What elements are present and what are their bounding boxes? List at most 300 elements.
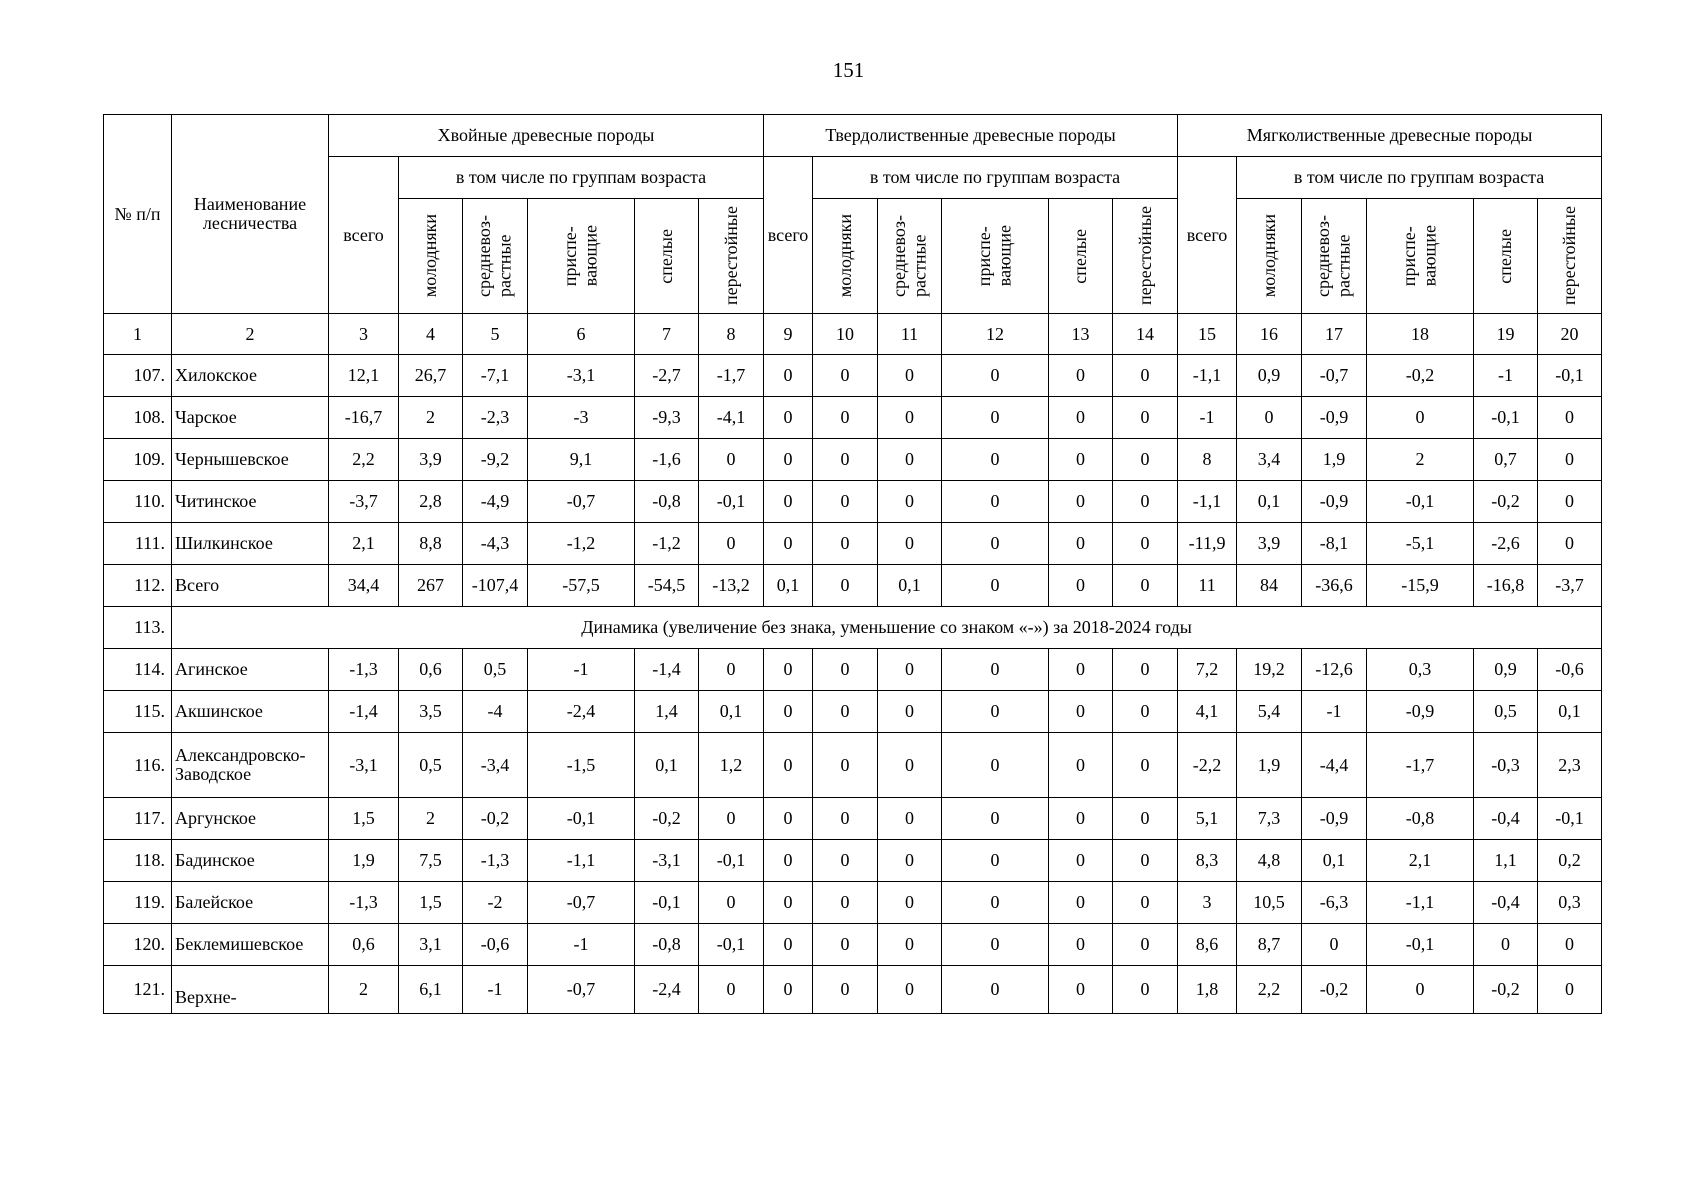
row-number: 121. [104,966,172,1014]
data-cell: -1,1 [1178,355,1237,397]
data-cell: -13,2 [699,565,764,607]
data-cell: 2,8 [399,481,463,523]
age-group-label: приспе- вающие [1399,225,1441,287]
data-cell: -1 [463,966,528,1014]
row-number: 112. [104,565,172,607]
column-number: 5 [463,314,528,355]
column-number: 3 [329,314,399,355]
data-cell: -1 [1178,397,1237,439]
data-cell: -3,1 [329,733,399,798]
column-number: 13 [1049,314,1113,355]
column-number: 18 [1367,314,1474,355]
data-cell: 3,4 [1237,439,1302,481]
data-cell: 0 [1049,523,1113,565]
data-cell: -8,1 [1302,523,1367,565]
data-cell: -4,4 [1302,733,1367,798]
data-cell: 0 [942,523,1049,565]
data-cell: 0 [813,439,878,481]
data-cell: -1 [528,924,635,966]
data-cell: 2 [329,966,399,1014]
data-cell: 0 [1049,798,1113,840]
column-number: 6 [528,314,635,355]
row-number: 118. [104,840,172,882]
data-cell: -1,3 [463,840,528,882]
table-row [104,565,1602,607]
forestry-name: Агинское [172,649,329,691]
data-cell: 0 [942,481,1049,523]
table-row [104,966,1602,1014]
data-cell: 26,7 [399,355,463,397]
row-number: 110. [104,481,172,523]
data-cell: 7,5 [399,840,463,882]
data-cell: 0 [1049,733,1113,798]
data-cell: 0,1 [764,565,813,607]
column-number: 7 [635,314,699,355]
data-cell: -0,1 [1367,924,1474,966]
data-cell: -1,2 [528,523,635,565]
table-row [104,798,1602,840]
data-cell: 2,2 [1237,966,1302,1014]
data-cell: 11 [1178,565,1237,607]
data-cell: 0 [1113,691,1178,733]
age-group-label: молодняки [420,214,441,298]
data-cell: 0 [942,565,1049,607]
data-cell: 0 [813,523,878,565]
data-cell: 0 [1113,798,1178,840]
data-cell: 0,1 [1302,840,1367,882]
data-cell: 5,4 [1237,691,1302,733]
data-cell: -1,6 [635,439,699,481]
data-cell: 0 [1049,439,1113,481]
data-cell: -2 [463,882,528,924]
data-cell: 0 [942,924,1049,966]
header-age-group [1302,199,1367,314]
data-cell: 0,7 [1474,439,1538,481]
forestry-name: Всего [172,565,329,607]
data-cell: 0 [813,691,878,733]
data-cell: -0,7 [528,966,635,1014]
data-cell: 0 [813,397,878,439]
data-cell: -4,9 [463,481,528,523]
row-number: 111. [104,523,172,565]
data-cell: 0 [878,355,942,397]
age-group-label: средневоз- растные [1313,214,1355,297]
header-age-groups: в том числе по группам возраста [399,157,764,199]
column-number: 10 [813,314,878,355]
data-cell: -3,1 [528,355,635,397]
data-cell: -0,1 [1474,397,1538,439]
header-age-group [635,199,699,314]
data-cell: 8,8 [399,523,463,565]
data-cell: 0 [1113,840,1178,882]
data-cell: 0,1 [699,691,764,733]
data-cell: 1,5 [329,798,399,840]
data-cell: 0 [942,840,1049,882]
table-row [104,481,1602,523]
data-cell: 0 [1049,397,1113,439]
column-number: 17 [1302,314,1367,355]
column-number: 14 [1113,314,1178,355]
data-cell: 0 [1049,565,1113,607]
data-cell: 10,5 [1237,882,1302,924]
data-cell: 0 [1538,523,1602,565]
data-cell: -0,3 [1474,733,1538,798]
data-cell: 0,5 [463,649,528,691]
section-title: Динамика (увеличение без знака, уменьшение со знаком «-») за 2018-2024 годы [172,607,1602,649]
table-row [104,924,1602,966]
data-cell: 0 [942,355,1049,397]
data-cell: 0 [1538,924,1602,966]
data-cell: -0,7 [1302,355,1367,397]
data-cell: 0 [1113,924,1178,966]
forest-dynamics-table [103,114,1602,1014]
data-cell: -36,6 [1302,565,1367,607]
data-cell: 3,9 [1237,523,1302,565]
row-number: 113. [104,607,172,649]
data-cell: 0 [813,798,878,840]
data-cell: -0,7 [528,481,635,523]
row-number: 116. [104,733,172,798]
data-cell: 2,1 [1367,840,1474,882]
data-cell: 1,9 [1237,733,1302,798]
header-name: Наименование лесничества [172,115,329,314]
column-number: 2 [172,314,329,355]
table-row [104,649,1602,691]
data-cell: -6,3 [1302,882,1367,924]
forestry-name: Чарское [172,397,329,439]
column-number: 12 [942,314,1049,355]
header-age-group [463,199,528,314]
data-cell: 0,9 [1237,355,1302,397]
data-cell: 0 [1113,733,1178,798]
age-group-label: спелые [1070,228,1091,284]
data-cell: 0 [1049,924,1113,966]
data-cell: -0,2 [635,798,699,840]
data-cell: 0,5 [399,733,463,798]
header-no: № п/п [104,115,172,314]
data-cell: -4 [463,691,528,733]
data-cell: 0,6 [329,924,399,966]
header-age-group [1237,199,1302,314]
age-group-label: средневоз- растные [888,214,930,297]
data-cell: -0,4 [1474,882,1538,924]
age-group-label: перестойные [1559,206,1580,306]
age-group-label: спелые [1495,228,1516,284]
data-cell: 0 [1367,966,1474,1014]
data-cell: 1,1 [1474,840,1538,882]
data-cell: -0,1 [1367,481,1474,523]
data-cell: -0,9 [1367,691,1474,733]
row-number: 115. [104,691,172,733]
table-row [104,355,1602,397]
data-cell: 0 [878,481,942,523]
data-cell: -1,4 [635,649,699,691]
data-cell: -2,6 [1474,523,1538,565]
data-cell: -2,4 [635,966,699,1014]
data-cell: 0,2 [1538,840,1602,882]
header-age-group [1049,199,1113,314]
forestry-name: Бадинское [172,840,329,882]
data-cell: 0 [878,798,942,840]
data-cell: 0 [942,882,1049,924]
data-cell: 0 [764,733,813,798]
header-age-group [1367,199,1474,314]
data-cell: 0 [699,966,764,1014]
data-cell: 3,5 [399,691,463,733]
data-cell: 0 [699,882,764,924]
data-cell: -12,6 [1302,649,1367,691]
forestry-name: Аргунское [172,798,329,840]
data-cell: 3 [1178,882,1237,924]
header-total: всего [329,157,399,314]
data-cell: -0,1 [699,840,764,882]
data-cell: 0 [1538,397,1602,439]
column-number: 16 [1237,314,1302,355]
data-cell: 0 [764,924,813,966]
data-cell: 0 [1237,397,1302,439]
data-cell: -0,9 [1302,397,1367,439]
forestry-name: Шилкинское [172,523,329,565]
data-cell: 0 [878,840,942,882]
data-cell: 0,1 [878,565,942,607]
row-number: 107. [104,355,172,397]
data-cell: 2,2 [329,439,399,481]
data-cell: 0,3 [1367,649,1474,691]
data-cell: 0 [1049,966,1113,1014]
forestry-name: Александровско-Заводское [172,733,329,798]
data-cell: 7,3 [1237,798,1302,840]
data-cell: 0 [764,439,813,481]
data-cell: 0 [813,840,878,882]
data-cell: 0 [764,481,813,523]
data-cell: 0 [878,523,942,565]
data-cell: 0 [1113,882,1178,924]
data-cell: -0,1 [635,882,699,924]
data-cell: -4,1 [699,397,764,439]
data-cell: 4,8 [1237,840,1302,882]
header-softwood: Мягколиственные древесные породы [1178,115,1602,157]
row-number: 109. [104,439,172,481]
data-cell: 0,1 [1538,691,1602,733]
data-cell: 0 [878,397,942,439]
data-cell: -16,8 [1474,565,1538,607]
data-cell: -1 [1474,355,1538,397]
data-cell: -0,2 [1302,966,1367,1014]
data-cell: 0 [1049,355,1113,397]
page-number: 151 [832,58,865,82]
header-age-group [1538,199,1602,314]
data-cell: 0 [1367,397,1474,439]
forestry-name: Беклемишевское [172,924,329,966]
data-cell: 3,1 [399,924,463,966]
header-hardwood: Твердолиственные древесные породы [764,115,1178,157]
data-cell: -7,1 [463,355,528,397]
data-cell: -2,3 [463,397,528,439]
data-cell: 2 [399,397,463,439]
data-cell: -0,1 [1538,798,1602,840]
header-age-group [1113,199,1178,314]
data-cell: 0 [878,691,942,733]
data-cell: 0 [1538,966,1602,1014]
forestry-name: Чернышевское [172,439,329,481]
data-cell: -3,7 [1538,565,1602,607]
data-cell: -107,4 [463,565,528,607]
header-age-group [878,199,942,314]
data-cell: 0 [1113,397,1178,439]
header-total: всего [764,157,813,314]
header-age-group [942,199,1049,314]
forestry-name: Читинское [172,481,329,523]
data-cell: 0 [878,649,942,691]
data-cell: 0 [764,355,813,397]
data-cell: 0 [1049,691,1113,733]
data-cell: 0 [1049,882,1113,924]
data-cell: -3,1 [635,840,699,882]
data-cell: 0,6 [399,649,463,691]
data-cell: -1,5 [528,733,635,798]
header-age-group [399,199,463,314]
data-cell: -1 [528,649,635,691]
row-number: 108. [104,397,172,439]
data-cell: 0 [764,397,813,439]
data-cell: 2 [399,798,463,840]
data-cell: 19,2 [1237,649,1302,691]
row-number: 119. [104,882,172,924]
row-number: 117. [104,798,172,840]
data-cell: -0,6 [463,924,528,966]
data-cell: 0 [1113,649,1178,691]
data-cell: 34,4 [329,565,399,607]
column-number: 1 [104,314,172,355]
data-cell: 1,9 [329,840,399,882]
data-cell: 0 [813,355,878,397]
data-cell: 0 [942,966,1049,1014]
data-cell: 0 [942,691,1049,733]
row-number: 114. [104,649,172,691]
data-cell: 0 [878,924,942,966]
age-group-label: молодняки [834,214,855,298]
data-cell: 0 [878,966,942,1014]
data-cell: -0,8 [1367,798,1474,840]
data-cell: -1,4 [329,691,399,733]
data-cell: 2,3 [1538,733,1602,798]
data-cell: -0,8 [635,924,699,966]
data-cell: 0 [813,882,878,924]
data-cell: -1,2 [635,523,699,565]
header-age-groups: в том числе по группам возраста [813,157,1178,199]
data-cell: -0,1 [528,798,635,840]
forestry-name: Верхне- [172,966,329,1014]
table-row [104,523,1602,565]
data-cell: -0,9 [1302,798,1367,840]
data-cell: 84 [1237,565,1302,607]
data-cell: 12,1 [329,355,399,397]
column-number: 20 [1538,314,1602,355]
data-cell: -2,4 [528,691,635,733]
data-cell: -1 [1302,691,1367,733]
data-cell: -3,4 [463,733,528,798]
data-cell: 5,1 [1178,798,1237,840]
data-cell: 0 [764,523,813,565]
table-row [104,439,1602,481]
data-cell: 0 [1113,523,1178,565]
data-cell: 1,9 [1302,439,1367,481]
data-cell: -5,1 [1367,523,1474,565]
data-cell: 0 [699,439,764,481]
data-cell: 0 [1113,439,1178,481]
data-cell: -0,2 [1367,355,1474,397]
data-cell: 1,8 [1178,966,1237,1014]
data-cell: 1,2 [699,733,764,798]
data-cell: -3,7 [329,481,399,523]
data-cell: 0 [813,649,878,691]
data-cell: 0 [1474,924,1538,966]
age-group-label: перестойные [720,206,741,306]
data-cell: 0 [1049,481,1113,523]
data-cell: 0 [764,649,813,691]
data-cell: 9,1 [528,439,635,481]
data-cell: 3,9 [399,439,463,481]
data-cell: -2,2 [1178,733,1237,798]
data-cell: -0,1 [1538,355,1602,397]
data-cell: 0 [942,649,1049,691]
data-cell: -0,1 [699,924,764,966]
data-cell: 0 [1538,439,1602,481]
table-row [104,840,1602,882]
forestry-name: Хилокское [172,355,329,397]
data-cell: 0,3 [1538,882,1602,924]
data-cell: 0,1 [1237,481,1302,523]
data-cell: 2 [1367,439,1474,481]
data-cell: -1,7 [699,355,764,397]
data-cell: -15,9 [1367,565,1474,607]
data-cell: 0 [878,733,942,798]
table-row [104,733,1602,798]
column-number: 19 [1474,314,1538,355]
data-cell: -16,7 [329,397,399,439]
data-cell: 0 [764,691,813,733]
data-cell: -0,9 [1302,481,1367,523]
data-cell: 6,1 [399,966,463,1014]
header-age-group [1474,199,1538,314]
column-number: 8 [699,314,764,355]
data-cell: -11,9 [1178,523,1237,565]
data-cell: -54,5 [635,565,699,607]
table-row [104,882,1602,924]
forestry-name: Акшинское [172,691,329,733]
data-cell: -0,8 [635,481,699,523]
header-age-group [528,199,635,314]
data-cell: -9,3 [635,397,699,439]
table-row [104,691,1602,733]
data-cell: -9,2 [463,439,528,481]
header-total: всего [1178,157,1237,314]
data-cell: 0 [942,798,1049,840]
data-cell: 0 [1113,565,1178,607]
column-number: 11 [878,314,942,355]
row-number: 120. [104,924,172,966]
age-group-label: приспе- вающие [974,225,1015,287]
data-cell: 0 [699,649,764,691]
column-number: 9 [764,314,813,355]
data-cell: 0 [942,397,1049,439]
data-cell: 0 [813,733,878,798]
data-cell: -0,1 [699,481,764,523]
data-cell: 1,5 [399,882,463,924]
table-row [104,397,1602,439]
data-cell: -1,3 [329,882,399,924]
age-group-label: молодняки [1258,214,1279,298]
